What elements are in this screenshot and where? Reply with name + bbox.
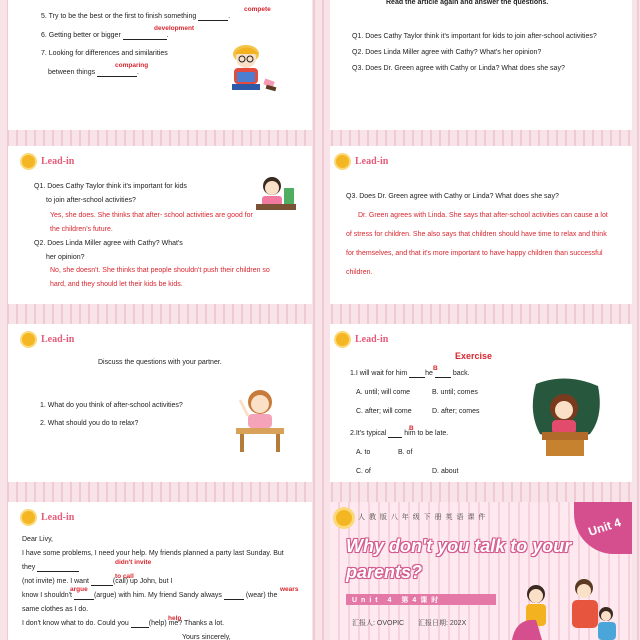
exercise-title: Exercise xyxy=(455,351,493,361)
answer-3-line-c: for themselves, and that it's more important to have happy children than successful xyxy=(346,250,603,257)
reading-question-3: Q3. Does Dr. Green agree with Cathy or Linda? What does she say? xyxy=(352,65,565,72)
sun-icon xyxy=(22,333,35,346)
option-b: B. until; comes xyxy=(432,389,478,396)
answer-1-line-a: Yes, she does. She thinks that after- school activities are good for xyxy=(50,212,253,219)
slide-discussion xyxy=(8,324,312,482)
option-a-2: A. to xyxy=(356,449,371,456)
lead-in-header: Lead-in xyxy=(22,154,74,168)
discussion-intro: Discuss the questions with your partner. xyxy=(98,359,222,366)
answer-2-line-a: No, she doesn't. She thinks that people shouldn't push their children so xyxy=(50,267,270,274)
option-c: C. after; will come xyxy=(356,408,412,415)
sun-icon xyxy=(336,333,349,346)
slide-cover xyxy=(330,502,632,640)
answer-help: help xyxy=(168,615,182,622)
question-3: Q3. Does Dr. Green agree with Cathy or Linda? What does she say? xyxy=(346,193,559,200)
question-1-line-b: to join after-school activities? xyxy=(46,197,136,204)
answer-1-line-b: the children's future. xyxy=(50,226,113,233)
sun-icon xyxy=(336,155,349,168)
slide-vocabulary xyxy=(8,0,312,130)
answer-didnt-invite: didn't invite xyxy=(115,559,152,566)
option-b-2: B. of xyxy=(398,449,413,456)
date-label: 汇报日期: 202X xyxy=(418,620,467,627)
lead-in-header: Lead-in xyxy=(22,510,74,524)
answer-development: development xyxy=(154,25,195,32)
option-d-2: D. about xyxy=(432,468,459,475)
vocab-line-7b: between things . xyxy=(48,69,139,76)
answer-argue: argue xyxy=(70,586,88,593)
answer-comparing: comparing xyxy=(115,62,149,69)
answer-mark-2: B xyxy=(409,425,414,432)
letter-line-2: I have some problems, I need your help. My friends planned a party last Sunday. But xyxy=(22,550,284,557)
discussion-question-1: 1. What do you think of after-school activities? xyxy=(40,402,183,409)
reading-heading: Read the article again and answer the questions. xyxy=(386,0,549,6)
slide-leadin-q3 xyxy=(330,146,632,304)
exercise-question-1: 1.I will wait for him he back. xyxy=(350,370,470,377)
cover-subtitle: 人 教 版 八 年 级 下 册 英 语 课 件 xyxy=(358,514,487,521)
question-2-line-a: Q2. Does Linda Miller agree with Cathy? What's xyxy=(34,240,183,247)
boy-reading-illustration xyxy=(222,36,282,98)
discussion-question-2: 2. What should you do to relax? xyxy=(40,420,139,427)
vocab-line-5: 5. Try to be the best or the first to finish something . xyxy=(41,13,231,20)
answer-mark-1: B xyxy=(433,365,438,372)
letter-line-6: same clothes as I do. xyxy=(22,606,89,613)
letter-closing: Yours sincerely, xyxy=(182,634,231,640)
answer-wears: wears xyxy=(280,586,299,593)
option-c-2: C. of xyxy=(356,468,371,475)
answer-3-line-b: of stress for children. She also says that children should have time to relax and think xyxy=(346,231,607,238)
parent-child-illustration xyxy=(506,578,626,640)
lead-in-header: Lead-in xyxy=(336,332,388,346)
girl-studying-illustration xyxy=(252,174,302,214)
letter-line-3: they xyxy=(22,563,79,572)
lesson-bar: Unit 4 第4课时 xyxy=(346,594,496,605)
letter-line-4: (not invite) me. I want (call) up John, but I xyxy=(22,578,173,585)
letter-line-7: I don't know what to do. Could you (help) me? Thanks a lot. xyxy=(22,620,225,627)
reading-question-2: Q2. Does Linda Miller agree with Cathy? What's her opinion? xyxy=(352,49,542,56)
cover-title-line-1: Why don't you talk to your xyxy=(346,536,572,556)
letter-line-5: know I shouldn't (argue) with him. My friend Sandy always (wear) the xyxy=(22,592,278,599)
answer-2-line-b: hard, and they should let their kids be kids. xyxy=(50,281,183,288)
letter-greeting: Dear Livy, xyxy=(22,536,53,543)
teacher-blackboard-illustration xyxy=(528,376,604,460)
girl-at-desk-illustration xyxy=(232,386,288,456)
slide-leadin-q1-q2 xyxy=(8,146,312,304)
option-d: D. after; comes xyxy=(432,408,480,415)
slide-letter xyxy=(8,502,312,640)
lead-in-header: Lead-in xyxy=(336,154,388,168)
sun-icon xyxy=(336,510,352,526)
answer-3-line-a: Dr. Green agrees with Linda. She says that after-school activities can cause a lot xyxy=(358,212,608,219)
answer-3-line-d: children. xyxy=(346,269,373,276)
sun-icon xyxy=(22,511,35,524)
option-a: A. until; will come xyxy=(356,389,411,396)
lead-in-header: Lead-in xyxy=(22,332,74,346)
vocab-line-6: 6. Getting better or bigger . xyxy=(41,32,169,39)
reading-question-1: Q1. Does Cathy Taylor think it's important for kids to join after-school activities? xyxy=(352,33,597,40)
vocab-line-7: 7. Looking for differences and similarities xyxy=(41,50,168,57)
sun-icon xyxy=(22,155,35,168)
presenter-label: 汇报人: OVOPIC xyxy=(352,620,405,627)
question-2-line-b: her opinion? xyxy=(46,254,85,261)
unit-badge: Unit 4 xyxy=(574,502,632,554)
cover-title-line-2: parents? xyxy=(346,562,423,582)
slide-reading-questions xyxy=(330,0,632,130)
exercise-question-2: 2.It's typical him to be late. xyxy=(350,430,449,437)
question-1-line-a: Q1. Does Cathy Taylor think it's important for kids xyxy=(34,183,187,190)
slide-exercise xyxy=(330,324,632,482)
answer-compete: compete xyxy=(244,6,271,13)
answer-to-call: to call xyxy=(115,573,134,580)
